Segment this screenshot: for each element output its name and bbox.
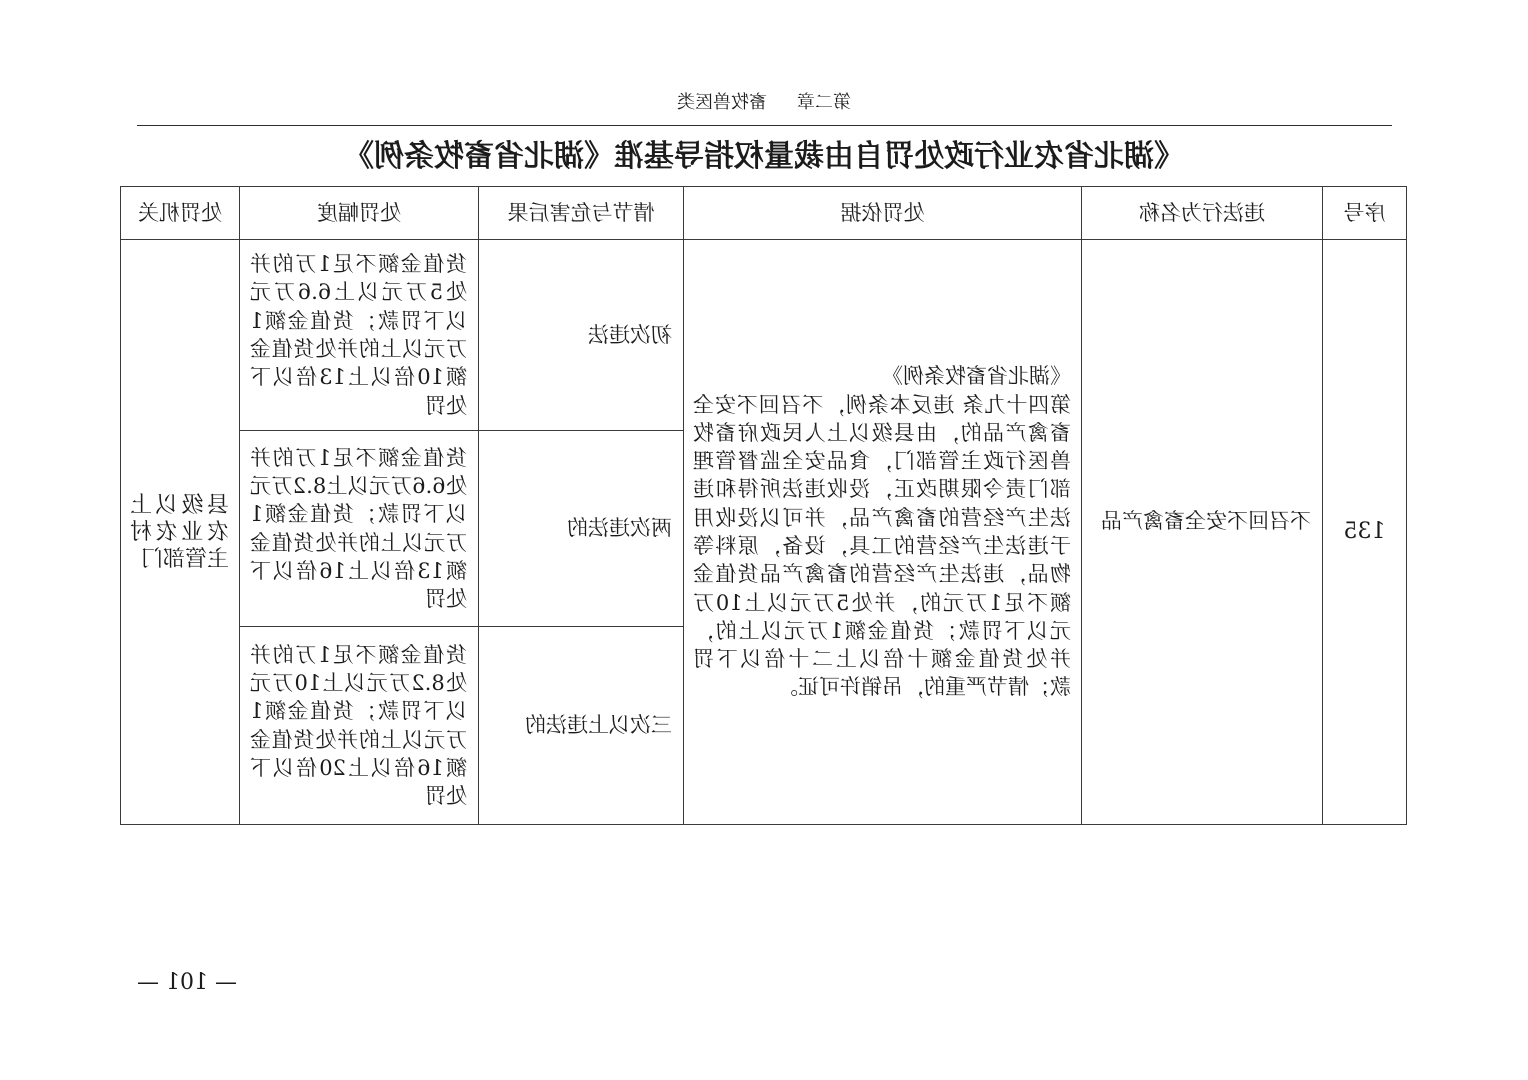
table-row — [121, 240, 1407, 431]
penalty-range-text — [250, 641, 467, 811]
penalty-range-cell — [240, 431, 479, 627]
basis-cell — [684, 240, 1082, 825]
article-line: 款；情节严重的，吊销许可证。 — [777, 675, 1071, 700]
penalty-range-line: 以下罚款；货值金额1 — [250, 699, 467, 724]
article-line: 于违法生产经营的工具，设备，原料等 — [693, 534, 1071, 558]
column-header-penalty-range: 处罚幅度 — [240, 187, 479, 240]
article-line: 兽医行政主管部门，食品安全监督管理 — [693, 449, 1071, 474]
article-text — [693, 391, 1071, 702]
penalty-range-cell — [240, 240, 479, 431]
serial-number: 135 — [1343, 518, 1386, 544]
penalty-range-line: 以下罚款；货值金额1 — [250, 308, 467, 333]
law-title-line: 《湖北省畜牧条例》 — [882, 364, 1071, 389]
circumstance-text: 三次以上违法的 — [525, 713, 672, 738]
article-line: 物品，违法生产经营的畜禽产品货值金 — [693, 562, 1071, 587]
circumstance-cell — [479, 431, 684, 627]
penalty-range-line: 处5万元以上6.6万元 — [250, 280, 467, 305]
penalty-range-line: 货值金额不足1万的并 — [250, 642, 467, 667]
article-line: 第四十九条 违反本条例，不召回不安全 — [693, 392, 1071, 417]
circumstance-cell — [479, 627, 684, 825]
penalty-range-line: 万元以上的并处货值金 — [250, 727, 467, 752]
penalty-range-line: 额13倍以上16倍以下 — [250, 558, 467, 583]
violation-cell — [1082, 240, 1323, 825]
article-line: 额不足1万元的，并处5万元以上10万 — [693, 590, 1071, 615]
penalty-range-line: 处罚 — [425, 587, 467, 612]
authority-line: 县级以上 — [130, 492, 229, 518]
circumstance-cell — [479, 240, 684, 431]
column-header-serial: 序号 — [1323, 187, 1407, 240]
column-header-basis: 处罚依据 — [684, 187, 1082, 240]
penalty-range-text — [250, 444, 467, 614]
penalty-range-line: 额16倍以上20倍以下 — [250, 755, 467, 780]
circumstance-text: 两次违法的 — [567, 516, 672, 541]
article-line: 部门责令限期改正，没收违法所得和违 — [693, 477, 1071, 502]
article-line: 畜禽产品的，由县级以上人民政府畜牧 — [693, 420, 1071, 445]
serial-cell — [1323, 240, 1407, 825]
penalty-range-cell — [240, 627, 479, 825]
violation-name: 不召回不安全畜禽产品 — [1101, 508, 1311, 533]
article-line: 法生产经营的畜禽产品，并可以没收用 — [693, 505, 1071, 530]
article-line: 并处货值金额十倍以上二十倍以下罚 — [693, 647, 1071, 672]
table-header-row — [121, 187, 1407, 240]
running-head — [0, 91, 1528, 115]
authority-line: 农业农村 — [130, 519, 229, 545]
column-header-authority: 处罚机关 — [121, 187, 240, 240]
chapter-number: 第二章 — [797, 92, 851, 113]
penalty-range-text — [250, 250, 467, 420]
header-rule — [137, 125, 1392, 126]
authority-text — [130, 492, 229, 573]
penalty-standard-table — [120, 186, 1407, 825]
penalty-range-line: 处罚 — [425, 393, 467, 418]
chapter-category: 畜牧兽医类 — [677, 92, 767, 113]
column-header-violation: 违法行为名称 — [1082, 187, 1323, 240]
penalty-range-line: 货值金额不足1万的并 — [250, 252, 467, 277]
column-header-circumstance: 情节与危害后果 — [479, 187, 684, 240]
penalty-range-line: 额10倍以上13倍以下 — [250, 365, 467, 390]
page-number: — 101 — — [137, 970, 237, 995]
article-line: 元以下罚款；货值金额1万元以上的， — [693, 618, 1071, 643]
circumstance-text: 初次违法 — [588, 322, 672, 347]
penalty-range-line: 处8.2万元以上10万元 — [250, 670, 467, 695]
authority-cell — [121, 240, 240, 825]
page-title: 《湖北省农业行政处罚自由裁量权指导基准《湖北省畜牧条例》 — [344, 139, 1184, 174]
penalty-range-line: 以下罚款；货值金额1 — [250, 502, 467, 527]
penalty-range-line: 万元以上的并处货值金 — [250, 337, 467, 361]
penalty-range-line: 处6.6万元以上8.2万元 — [250, 473, 467, 498]
penalty-range-line: 处罚 — [425, 784, 467, 809]
penalty-range-line: 万元以上的并处货值金 — [250, 530, 467, 555]
authority-line: 主管部门 — [140, 546, 229, 572]
penalty-range-line: 货值金额不足1万的并 — [250, 445, 467, 470]
